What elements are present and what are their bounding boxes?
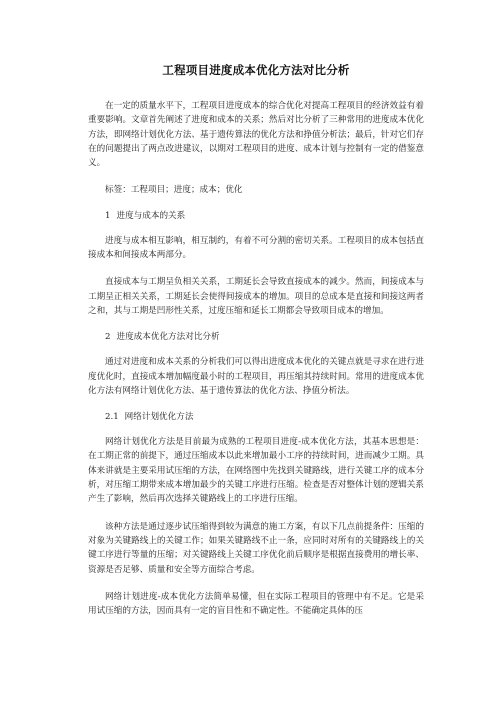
section-heading (88, 210, 424, 223)
body-paragraph: 进度与成本相互影响，相互制约，有着不可分割的密切关系。工程项目的成本包括直接成本和间接成本两部分。 (88, 235, 424, 261)
section-title: 进度与成本的关系 (116, 210, 186, 221)
keywords-line: 标签：工程项目；进度；成本；优化 (105, 185, 243, 196)
section-title: 网络计划优化方法 (124, 412, 194, 423)
subsection-heading (88, 411, 424, 424)
document-title: 工程项目进度成本优化方法对比分析 (162, 63, 350, 77)
body-paragraph: 网络计划进度-成本优化方法简单易懂，但在实际工程项目的管理中有不足。它是采用试压缩的方法，因而具有一定的盲目性和不确定性。不能确定具体的压 (88, 591, 424, 617)
section-number: 2 (105, 332, 111, 343)
body-paragraph: 直接成本与工期呈负相关关系，工期延长会导致直接成本的减少。然而，间接成本与工期呈正相关关系，工期延长会使得间接成本的增加。项目的总成本是直接和间接这两者之和，其与工期是凹形性关系，过度压缩和延长工期都会导致项目成本的增加。 (88, 277, 424, 316)
section-number: 2.1 (105, 412, 119, 423)
body-paragraph: 该种方法是通过逐步试压缩得到较为满意的施工方案，有以下几点前提条件：压缩的对象为关键路线上的关键工作；如果关键路线不止一条，应同时对所有的关键路线上的关键工序进行等量的压缩；对关键路线上关键工序优化前后顺序是根据直接费用的增长率、资源是否足够、质量和安全等方面综合考虑。 (88, 521, 424, 575)
section-number: 1 (105, 210, 111, 221)
section-heading (88, 331, 424, 344)
abstract-paragraph: 在一定的质量水平下，工程项目进度成本的综合优化对提高工程项目的经济效益有着重要影响。文章首先阐述了进度和成本的关系；然后对比分析了三种常用的进度成本优化方法，即网络计划优化方法、基于遗传算法的优化方法和挣值分析法；最后，针对它们存在的问题提出了两点改进建议，以期对工程项目的进度、成本计划与控制有一定的借鉴意义。 (88, 101, 424, 169)
body-paragraph: 网络计划优化方法是目前最为成熟的工程项目进度-成本优化方法，其基本思想是：在工期正常的前提下，通过压缩成本以此来增加最小工序的持续时间，进而减少工期。具体来讲就是主要采用试压缩的方法，在网络图中先找到关键路线，进行关键工序的成本分析，对压缩工期带来成本增加最少的关键工序进行压缩。检查是否对整体计划的逻辑关系产生了影响，然后再次选择关键路线上的工序进行压缩。 (88, 437, 424, 505)
body-paragraph: 通过对进度和成本关系的分析我们可以得出进度成本优化的关键点就是寻求在进行进度优化时，直接成本增加幅度最小时的工程项目，再压缩其持续时间。常用的进度成本优化方法有网络计划优化方法、基于遗传算法的优化方法、挣值分析法。 (88, 357, 424, 396)
section-title: 进度成本优化方法对比分析 (116, 332, 220, 343)
